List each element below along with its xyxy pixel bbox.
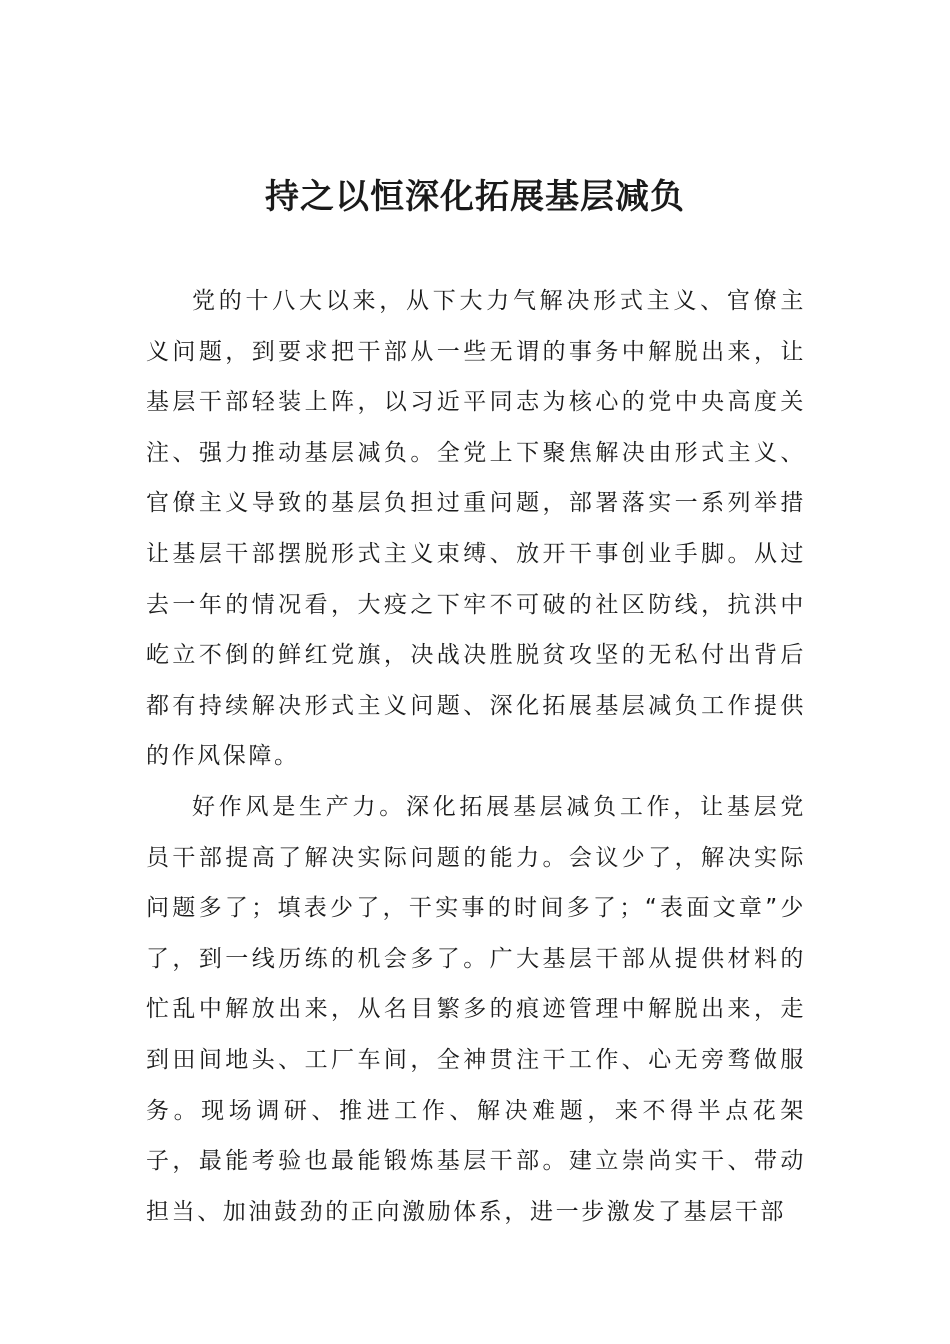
paragraph-1: 党的十八大以来，从下大力气解决形式主义、官僚主义问题，到要求把干部从一些无谓的事务中解脱出来，让基层干部轻装上阵，以习近平同志为核心的党中央高度关注、强力推动基层减负。全党上下聚焦解决由形式主义、官僚主义导致的基层负担过重问题，部署落实一系列举措让基层干部摆脱形式主义束缚、放开干事创业手脚。从过去一年的情况看，大疫之下牢不可破的社区防线，抗洪中屹立不倒的鲜红党旗，决战决胜脱贫攻坚的无私付出背后都有持续解决形式主义问题、深化拓展基层减负工作提供的作风保障。: [146, 288, 806, 770]
document-title: 持之以恒深化拓展基层减负: [265, 177, 685, 217]
document-body: [146, 276, 806, 1237]
paragraph-2: 好作风是生产力。深化拓展基层减负工作，让基层党员干部提高了解决实际问题的能力。会议少了，解决实际问题多了；填表少了，干实事的时间多了；“表面文章”少了，到一线历练的机会多了。广大基层干部从提供材料的忙乱中解放出来，从名目繁多的痕迹管理中解脱出来，走到田间地头、工厂车间，全神贯注干工作、心无旁骛做服务。现场调研、推进工作、解决难题，来不得半点花架子，最能考验也最能锻炼基层干部。建立崇尚实干、带动担当、加油鼓劲的正向激励体系，进一步激发了基层干部: [146, 793, 806, 1225]
